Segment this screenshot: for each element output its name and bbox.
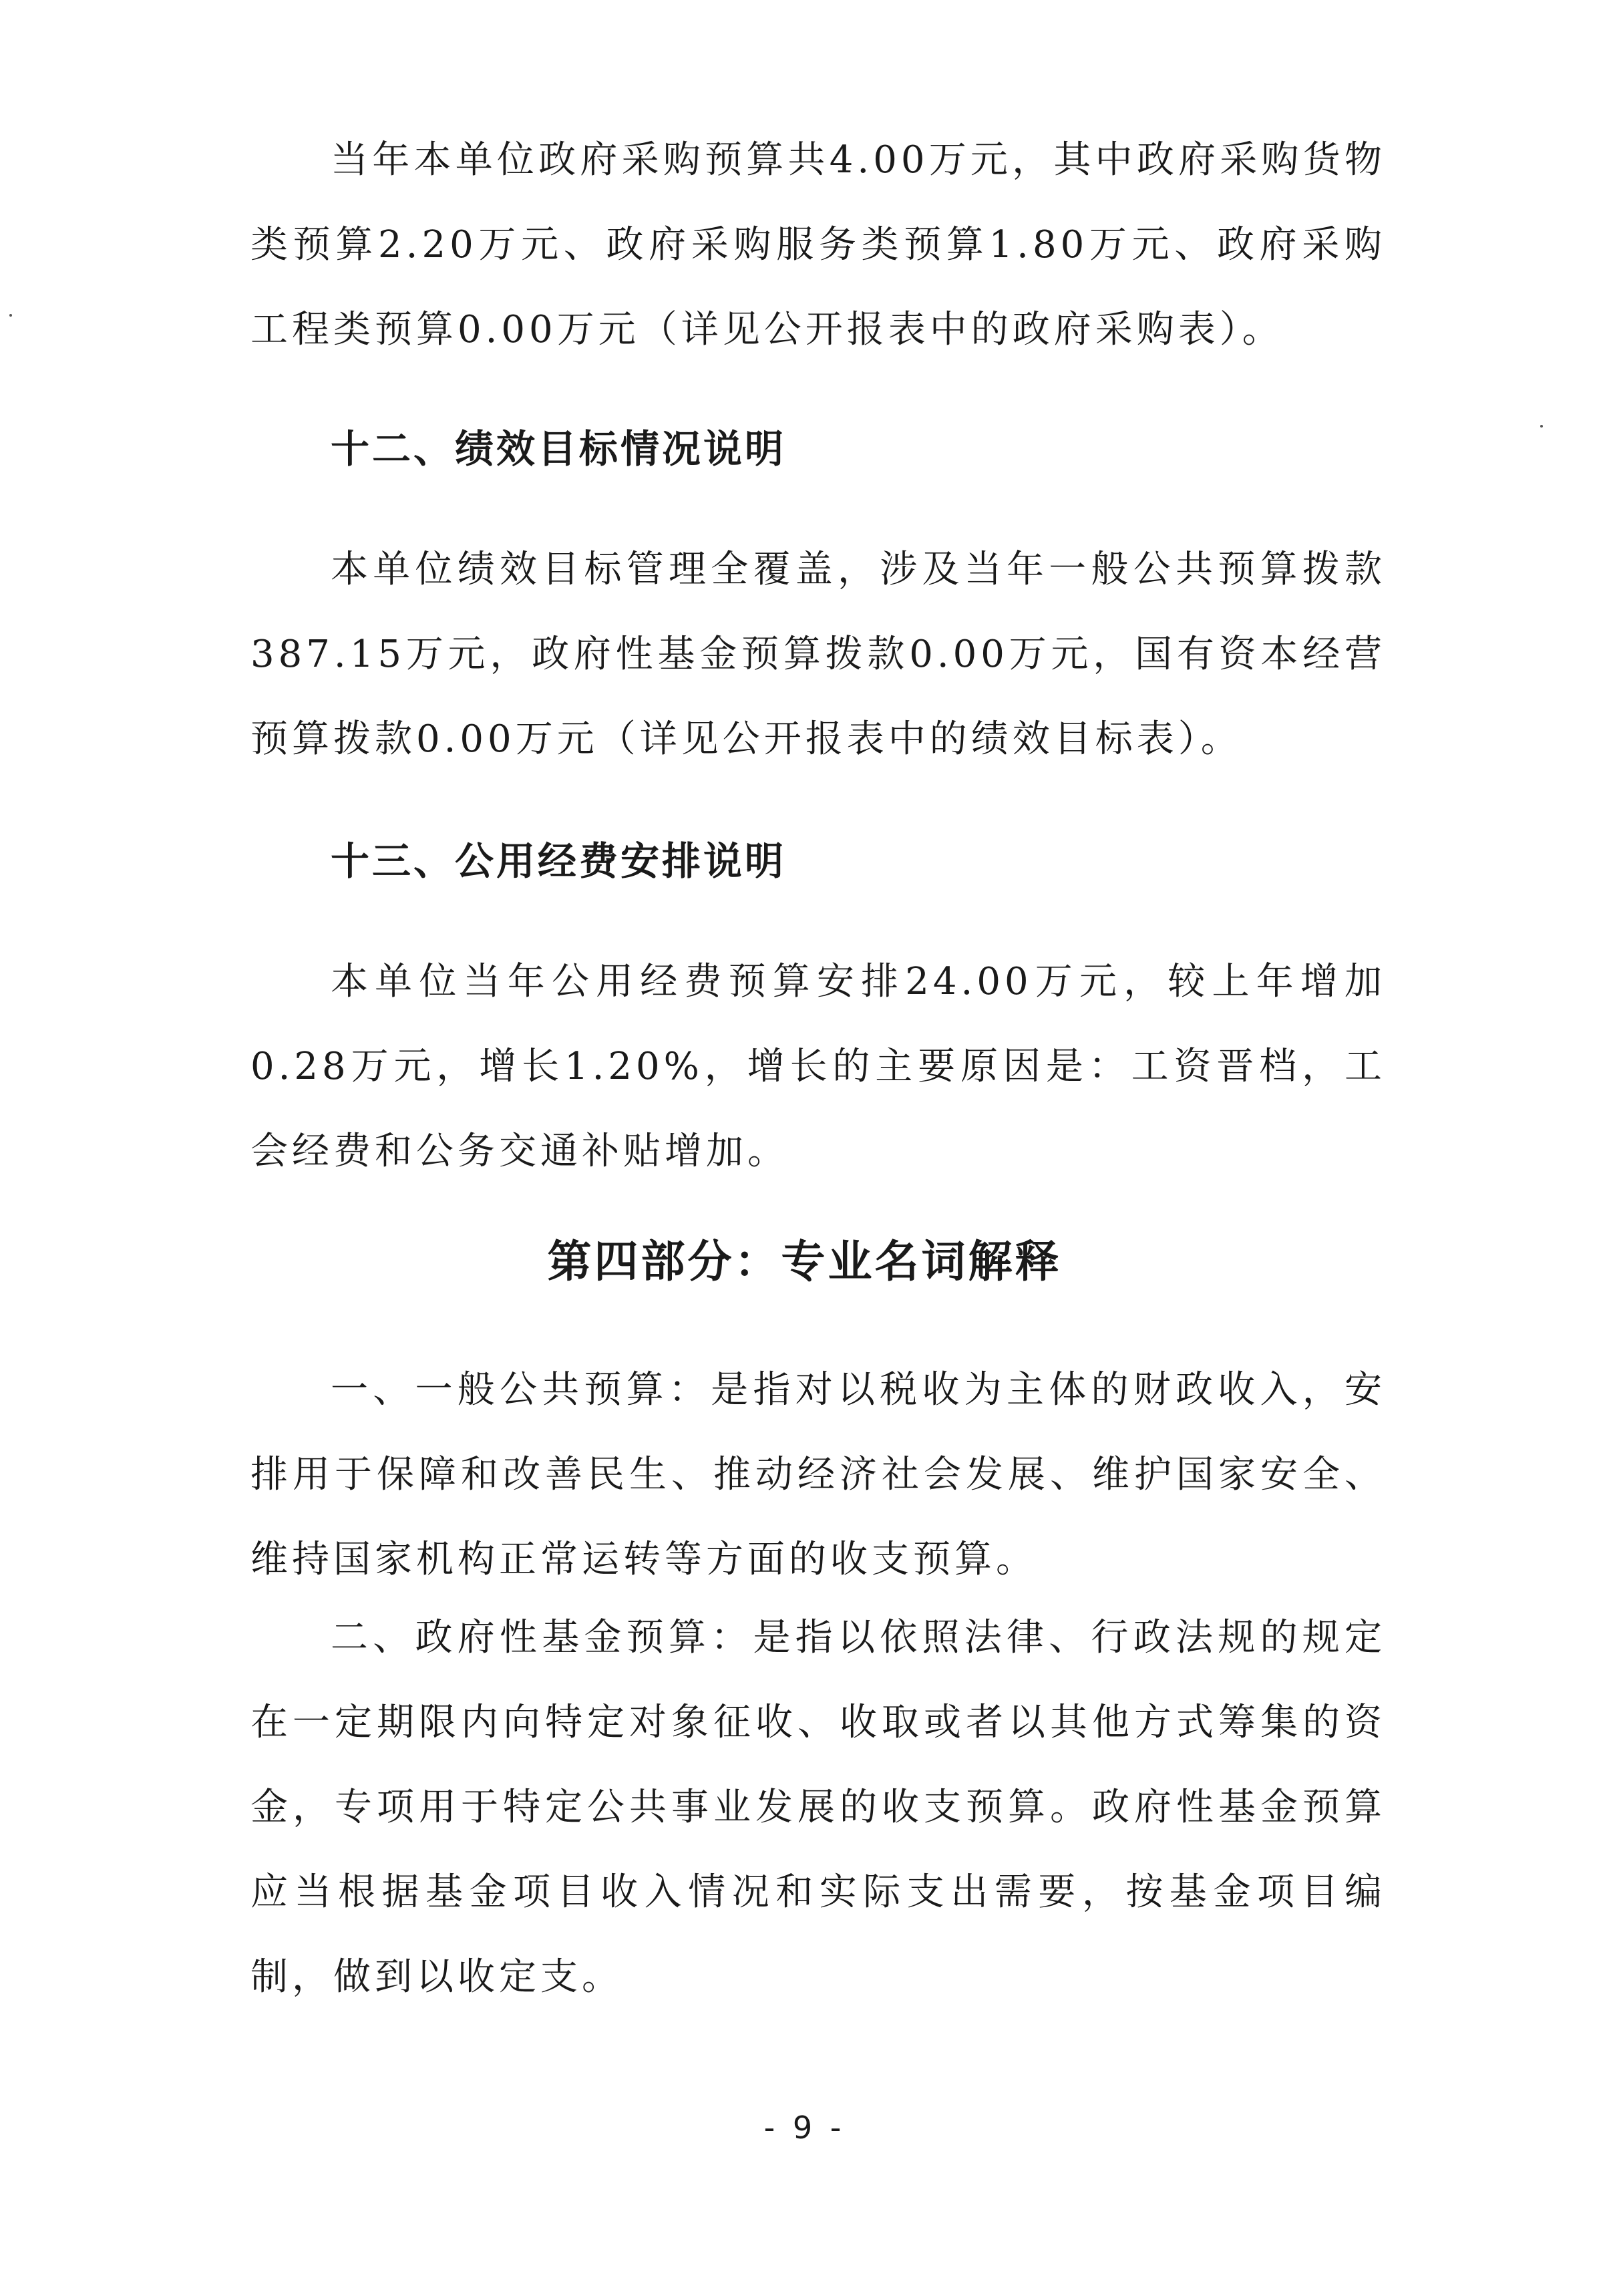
procurement-paragraph: 当年本单位政府采购预算共4.00万元，其中政府采购货物类预算2.20万元、政府采购服务类预算1.80万元、政府采购工程类预算0.00万元（详见公开报表中的政府采购表）。 — [250, 138, 1386, 351]
part-four-title: 第四部分：专业名词解释 — [547, 1236, 1062, 1287]
public-funds-paragraph: 本单位当年公用经费预算安排24.00万元，较上年增加0.28万元，增长1.20%，增长的主要原因是：工资晋档，工会经费和公务交通补贴增加。 — [250, 960, 1386, 1173]
scan-speck — [1540, 425, 1543, 428]
section-12-heading: 十二、绩效目标情况说明 — [331, 426, 787, 472]
page-number: - 9 - — [763, 2110, 846, 2146]
fund-budget-definition: 二、政府性基金预算：是指以依照法律、行政法规的规定在一定期限内向特定对象征收、收取或者以其他方式筹集的资金，专项用于特定公共事业发展的收支预算。政府性基金预算应当根据基金项目收入情况和实际支出需要，按基金项目编制，做到以收定支。 — [250, 1616, 1386, 1999]
section-13-heading: 十三、公用经费安排说明 — [331, 838, 787, 884]
performance-paragraph: 本单位绩效目标管理全覆盖，涉及当年一般公共预算拨款387.15万元，政府性基金预算拨款0.00万元，国有资本经营预算拨款0.00万元（详见公开报表中的绩效目标表）。 — [250, 548, 1386, 761]
general-budget-definition: 一、一般公共预算：是指对以税收为主体的财政收入，安排用于保障和改善民生、推动经济社会发展、维护国家安全、维持国家机构正常运转等方面的收支预算。 — [250, 1368, 1386, 1581]
scan-speck — [9, 314, 12, 317]
